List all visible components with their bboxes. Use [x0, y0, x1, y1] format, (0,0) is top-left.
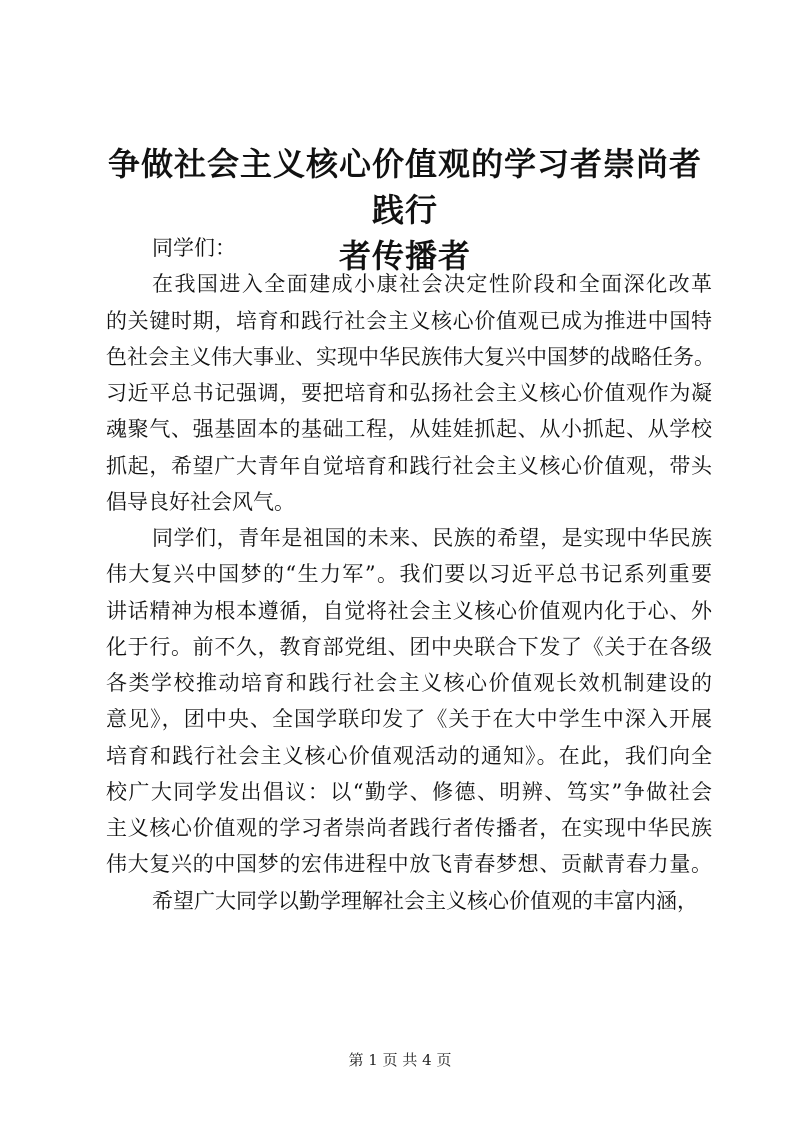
page-number-label: 第 1 页 共 4 页	[348, 1051, 452, 1069]
title-line-2: 者传播者	[338, 237, 471, 275]
salutation-line: 同学们：	[152, 236, 236, 260]
document-body	[106, 230, 715, 919]
paragraph-line: 伟大复兴中国梦的“生力军”。我们要以习近平总书记系列重要	[106, 562, 712, 587]
paragraph-line: 培育和践行社会主义核心价值观活动的通知》。在此，我们向全	[106, 743, 712, 768]
paragraph-line: 的关键时期，培育和践行社会主义核心价值观已成为推进中国特	[106, 308, 712, 333]
paragraph-line: 魂聚气、强基固本的基础工程，从娃娃抓起、从小抓起、从学校	[106, 417, 712, 442]
paragraph-line: 同学们，青年是祖国的未来、民族的希望，是实现中华民族	[152, 526, 712, 550]
paragraph-line: 讲话精神为根本遵循，自觉将社会主义核心价值观内化于心、外	[106, 598, 712, 623]
paragraph-line: 倡导良好社会风气。	[106, 489, 295, 514]
paragraph-line: 各类学校推动培育和践行社会主义核心价值观长效机制建设的	[106, 671, 712, 695]
paragraph-line: 主义核心价值观的学习者崇尚者践行者传播者，在实现中华民族	[106, 816, 712, 840]
title-line-1: 争做社会主义核心价值观的学习者崇尚者践行	[107, 145, 702, 229]
paragraph-line: 色社会主义伟大事业、实现中华民族伟大复兴中国梦的战略任务。	[106, 344, 715, 369]
paragraph-line: 习近平总书记强调，要把培育和弘扬社会主义核心价值观作为凝	[106, 381, 712, 405]
paragraph-line: 校广大同学发出倡议：以“勤学、修德、明辨、笃实”争做社会	[106, 779, 712, 804]
paragraph-line: 在我国进入全面建成小康社会决定性阶段和全面深化改革	[152, 272, 712, 297]
paragraph-line: 伟大复兴的中国梦的宏伟进程中放飞青春梦想、贡献青春力量。	[106, 852, 712, 877]
page-footer	[0, 1050, 800, 1070]
paragraph-line: 抓起，希望广大青年自觉培育和践行社会主义核心价值观，带头	[106, 453, 712, 478]
paragraph-line: 希望广大同学以勤学理解社会主义核心价值观的丰富内涵，	[152, 888, 698, 913]
paragraph-line: 化于行。前不久，教育部党组、团中央联合下发了《关于在各级	[106, 634, 712, 659]
paragraph-line: 意见》，团中央、全国学联印发了《关于在大中学生中深入开展	[106, 707, 712, 732]
